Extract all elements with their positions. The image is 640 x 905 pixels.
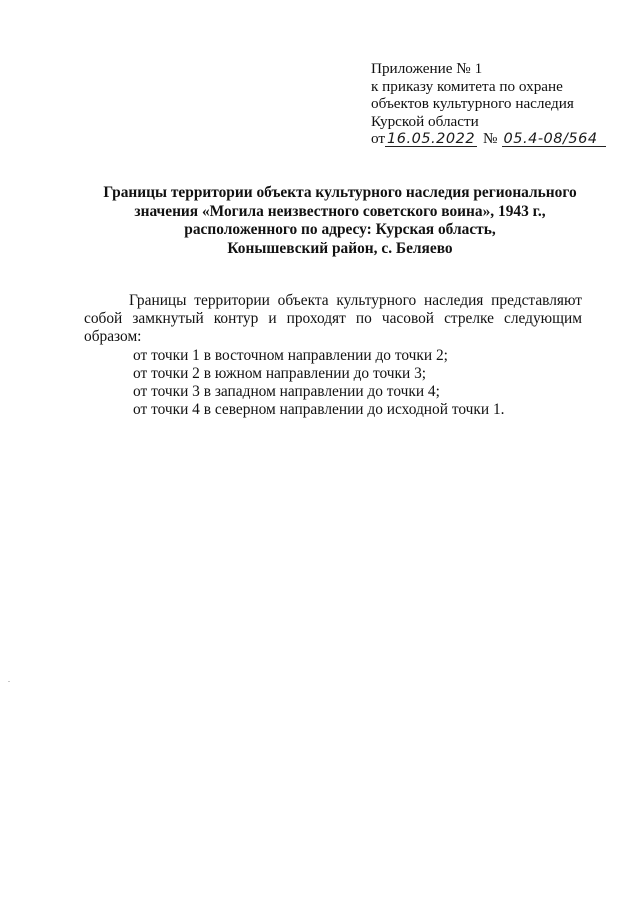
appendix-line-3: объектов культурного наследия	[371, 95, 574, 113]
title-line-4: Конышевский район, с. Беляево	[227, 239, 453, 257]
document-body	[84, 292, 582, 419]
title-line-2: значения «Могила неизвестного советского воина», 1943 г.,	[134, 202, 546, 220]
appendix-header	[371, 60, 621, 148]
scan-speck	[8, 681, 10, 682]
appendix-line-4: Курской области	[371, 112, 479, 130]
boundary-item-4: от точки 4 в северном направлении до исходной точки 1.	[133, 401, 505, 419]
appendix-line-1: Приложение № 1	[371, 60, 483, 77]
boundary-item-2: от точки 2 в южном направлении до точки 3;	[133, 364, 427, 382]
number-prefix: №	[483, 130, 498, 148]
order-date-number-row	[371, 130, 621, 148]
order-number-handwritten: 05.4-08/564	[502, 132, 606, 147]
document-title	[90, 184, 590, 258]
title-line-3: расположенного по адресу: Курская область,	[184, 221, 496, 238]
date-prefix: от	[371, 130, 386, 148]
order-date-handwritten: 16.05.2022	[387, 131, 476, 148]
title-line-1: Границы территории объекта культурного наследия регионального	[103, 184, 577, 201]
body-paragraph: Границы территории объекта культурного наследия представляют собой замкнутый контур и проходят по часовой стрелке следующим образом:	[84, 292, 582, 346]
boundary-item-3: от точки 3 в западном направлении до точки 4;	[133, 383, 440, 401]
appendix-line-2: к приказу комитета по охране	[371, 77, 563, 95]
boundary-item-1: от точки 1 в восточном направлении до точки 2;	[133, 346, 448, 364]
